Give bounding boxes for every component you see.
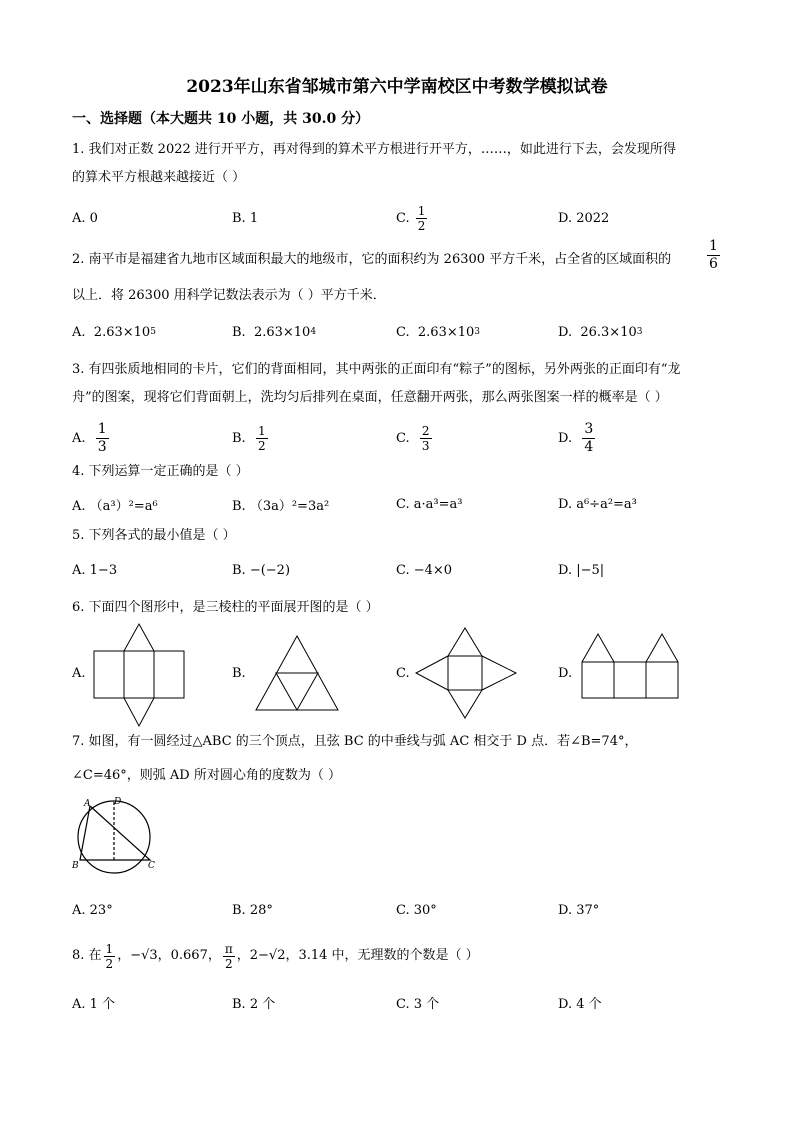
q7-option-b[interactable]: B. 28°: [232, 902, 273, 918]
q8-option-c[interactable]: C. 3 个: [396, 996, 440, 1012]
q6-figure-c[interactable]: [414, 626, 518, 720]
section-heading: 一、选择题（本大题共 10 小题，共 30.0 分）: [72, 111, 370, 127]
q8-option-d[interactable]: D. 4 个: [558, 996, 602, 1012]
q5-option-a[interactable]: A. 1−3: [72, 562, 118, 578]
page-title: 2023年山东省邹城市第六中学南校区中考数学模拟试卷: [186, 77, 608, 97]
q1-option-a[interactable]: A. 0: [72, 210, 98, 226]
q2-line2: 以上．将 26300 用科学记数法表示为（ ）平方千米．: [72, 288, 386, 303]
q8-pre: 8. 在: [72, 948, 102, 963]
fig-label-b: B: [72, 861, 79, 871]
q6-label-b[interactable]: B.: [232, 666, 246, 681]
question-7: [72, 728, 732, 790]
question-2: [72, 244, 692, 310]
q3-b-num: 1: [257, 423, 266, 438]
q2-a-label: A.: [72, 324, 86, 340]
q1-line2: 的算术平方根越来越接近（ ）: [72, 170, 246, 185]
q2-option-d[interactable]: [558, 318, 642, 346]
q2-c-label: C.: [396, 324, 410, 340]
q4-option-a[interactable]: A. （a³）²=a⁶: [72, 498, 158, 514]
q3-option-a[interactable]: [72, 422, 111, 454]
q3-option-c[interactable]: [396, 422, 434, 454]
q3-option-b[interactable]: [232, 422, 270, 454]
q2-options: [72, 318, 732, 346]
q2-b-label: B.: [232, 324, 246, 340]
q2-c-exp: 3: [474, 327, 481, 337]
q2-option-c[interactable]: [396, 318, 480, 346]
q3-d-label: D.: [558, 430, 573, 446]
q8-t2: ，2−√2，3.14 中，无理数的个数是（ ）: [236, 948, 479, 963]
q3-line2: 舟”的图案，现将它们背面朝上，洗均匀后排列在桌面，任意翻开两张，那么两张图案一样的概率是（ ）: [72, 390, 668, 405]
q6-figure-d[interactable]: [580, 632, 680, 700]
q4-option-b[interactable]: B. （3a）²=3a²: [232, 498, 330, 514]
q2-frac-num: 1: [709, 238, 718, 254]
q1-c-num: 1: [417, 203, 426, 218]
q2-a-val: 2.63×10: [93, 324, 151, 340]
q3-options: [72, 422, 732, 454]
q3-line1: 3. 有四张质地相同的卡片，它们的背面相同，其中两张的正面印有“粽子”的图标，另外两张的正面印有“龙: [72, 362, 681, 377]
q1-c-den: 2: [417, 218, 426, 233]
q1-options: [72, 204, 732, 232]
q8-f1-num: 1: [105, 941, 114, 956]
q5-option-b[interactable]: B. −(−2): [232, 562, 291, 578]
q2-fraction: [705, 238, 722, 273]
q7-circle-figure: [68, 794, 158, 878]
q1-option-c[interactable]: [396, 204, 429, 232]
q5-option-c[interactable]: C. −4×0: [396, 562, 453, 578]
q3-option-d[interactable]: [558, 422, 597, 454]
question-4: 4. 下列运算一定正确的是（ ）: [72, 464, 249, 479]
q8-option-a[interactable]: A. 1 个: [72, 996, 116, 1012]
q7-option-c[interactable]: C. 30°: [396, 902, 437, 918]
q2-d-label: D.: [558, 324, 573, 340]
q3-c-den: 3: [421, 438, 430, 453]
question-8: [72, 938, 732, 974]
q8-option-b[interactable]: B. 2 个: [232, 996, 276, 1012]
q4-option-c[interactable]: C. a·a³=a³: [396, 496, 463, 512]
q7-option-d[interactable]: D. 37°: [558, 902, 600, 918]
q6-label-c[interactable]: C.: [396, 666, 410, 681]
q6-label-d[interactable]: D.: [558, 666, 573, 681]
q7-line1: 7. 如图，有一圆经过△ABC 的三个顶点，且弦 BC 的中垂线与弧 AC 相交于 D 点．若∠B=74°，: [72, 734, 638, 749]
question-5: 5. 下列各式的最小值是（ ）: [72, 528, 236, 543]
q5-options: [72, 556, 732, 584]
q3-a-den: 3: [97, 438, 107, 455]
q1-option-c-label: C.: [396, 210, 410, 226]
q8-f1-den: 2: [105, 956, 114, 971]
q1-option-c-fraction: [416, 204, 428, 233]
q2-b-val: 2.63×10: [253, 324, 311, 340]
q5-option-d[interactable]: D. |−5|: [558, 562, 605, 578]
q8-f2-num: π: [224, 941, 233, 956]
q1-line1: 1. 我们对正数 2022 进行开平方，再对得到的算术平方根进行开平方，……，如此进行下去，会发现所得: [72, 142, 676, 157]
q4-options: [72, 490, 732, 518]
q6-label-a[interactable]: A.: [72, 666, 86, 681]
q3-c-num: 2: [421, 423, 430, 438]
q6-figure-b[interactable]: [254, 634, 340, 712]
q8-t1: ，−√3，0.667，: [117, 948, 221, 963]
q2-b-exp: 4: [310, 327, 317, 337]
q1-option-d[interactable]: D. 2022: [558, 210, 610, 226]
question-1: [72, 136, 732, 192]
q3-d-num: 3: [584, 420, 594, 437]
q3-a-num: 1: [97, 420, 107, 437]
q7-option-a[interactable]: A. 23°: [72, 902, 113, 918]
question-3: [72, 356, 732, 412]
question-6: 6. 下面四个图形中，是三棱柱的平面展开图的是（ ）: [72, 600, 379, 615]
q6-figure-a[interactable]: [90, 622, 190, 728]
q2-d-exp: 3: [636, 327, 643, 337]
q7-line2: ∠C=46°，则弧 AD 所对圆心角的度数为（ ）: [72, 768, 341, 783]
q2-option-a[interactable]: [72, 318, 156, 346]
q3-c-label: C.: [396, 430, 410, 446]
q4-option-d[interactable]: D. a⁶÷a²=a³: [558, 496, 637, 512]
q2-line1: 2. 南平市是福建省九地市区域面积最大的地级市，它的面积约为 26300 平方千米，占全省的区域面积的: [72, 252, 672, 267]
q2-d-val: 26.3×10: [580, 324, 637, 340]
q3-d-den: 4: [584, 438, 594, 455]
q2-c-val: 2.63×10: [417, 324, 475, 340]
q2-a-exp: 5: [150, 327, 156, 337]
q3-b-den: 2: [257, 438, 266, 453]
q8-options: [72, 988, 732, 1016]
q2-option-b[interactable]: [232, 318, 316, 346]
q1-option-b[interactable]: B. 1: [232, 210, 259, 226]
q3-a-label: A.: [72, 430, 86, 446]
fig-label-a: A: [84, 799, 91, 809]
fig-label-c: C: [148, 861, 155, 871]
q8-f2-den: 2: [224, 956, 233, 971]
fig-label-d: D: [114, 797, 122, 807]
q3-b-label: B.: [232, 430, 246, 446]
q7-options: [72, 896, 732, 924]
q2-frac-den: 6: [709, 256, 718, 272]
